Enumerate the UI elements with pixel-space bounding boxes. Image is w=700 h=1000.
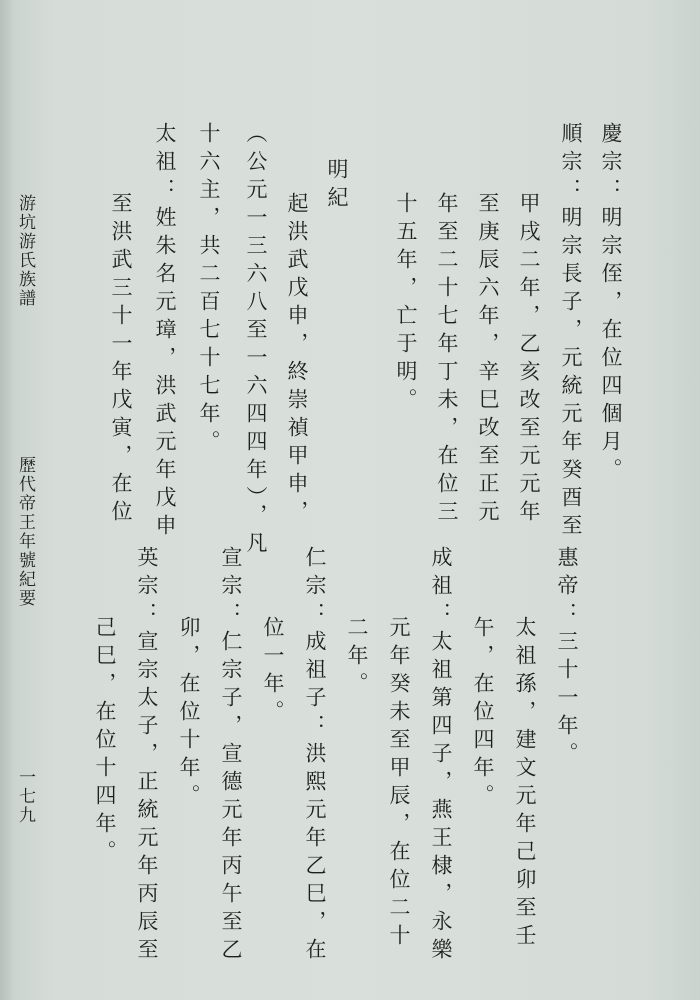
text-column: 至庚辰六年，辛巳改至正元 xyxy=(476,192,500,528)
text-column: 惠帝：三十一年。 xyxy=(555,546,579,770)
text-column: 太祖孫，建文元年己卯至壬 xyxy=(513,616,537,952)
text-column: 年至二十七年丁未，在位三 xyxy=(435,192,459,528)
text-column: 至洪武三十一年戊寅，在位 xyxy=(109,192,133,528)
page-binding-shadow xyxy=(0,0,14,1000)
section-heading-ming: 明紀 xyxy=(325,158,349,214)
text-column: 二年。 xyxy=(345,616,369,700)
text-column: 宣宗：仁宗子，宣德元年丙午至乙 xyxy=(219,546,243,966)
text-column: 己巳，在位十四年。 xyxy=(93,616,117,868)
text-column: 甲戌二年，乙亥改至元元年 xyxy=(517,192,541,528)
text-column: 位一年。 xyxy=(261,616,285,728)
text-column: 英宗：宣宗太子，正統元年丙辰至 xyxy=(135,546,159,966)
text-column: 午，在位四年。 xyxy=(471,616,495,812)
text-column: 卯，在位十年。 xyxy=(177,616,201,812)
text-column: 十六主，共二百七十七年。 xyxy=(197,122,221,458)
text-column: 十五年，亡于明。 xyxy=(394,192,418,416)
text-column: （公元一三六八至一六四四年），凡 xyxy=(244,122,268,560)
text-column: 慶宗：明宗侄，在位四個月。 xyxy=(599,122,623,486)
page-number: 一七九 xyxy=(15,768,35,825)
text-column: 順宗：明宗長子，元統元年癸酉至 xyxy=(559,122,583,542)
section-title: 歷代帝王年號紀要 xyxy=(15,456,35,608)
text-column: 太祖：姓朱名元璋，洪武元年戊申 xyxy=(153,122,177,542)
text-column: 仁宗：成祖子：洪熙元年乙巳，在 xyxy=(303,546,327,966)
text-column: 成祖：太祖第四子，燕王棣，永樂 xyxy=(429,546,453,966)
text-column: 起洪武戊申，終崇禎甲申， xyxy=(285,192,309,528)
text-column: 元年癸未至甲辰，在位二十 xyxy=(387,616,411,952)
book-title: 游坑游氏族譜 xyxy=(15,194,35,308)
